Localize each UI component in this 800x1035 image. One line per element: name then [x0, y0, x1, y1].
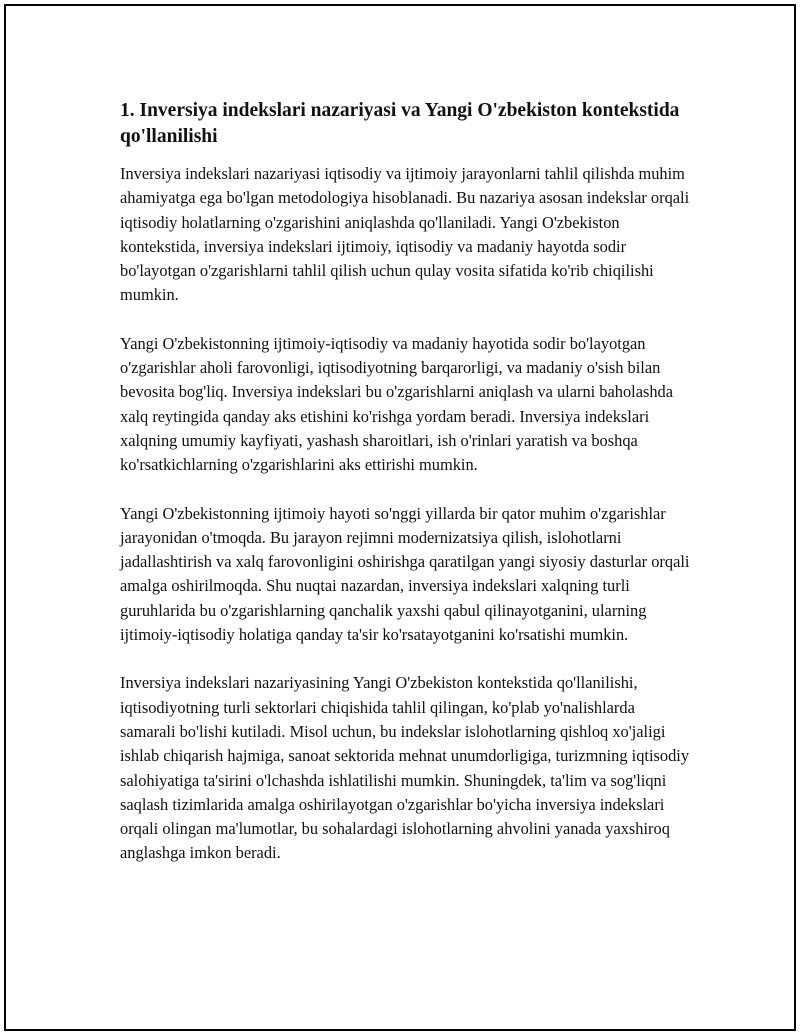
paragraph-2: Yangi O'zbekistonning ijtimoiy-iqtisodiy va madaniy hayotida sodir bo'layotgan o'zgarishlar aholi farovonligi, iqtisodiyotning barqarorligi, va madaniy o'sish bilan bevosita bog'liq. Inversiya indekslari bu o'zgarishlarni aniqlash va ularni baholashda xalq reytingida qanday aks etishini ko'rishga yordam beradi. Inversiya indekslari xalqning umumiy kayfiyati, yashash sharoitlari, ish o'rinlari yaratish va boshqa ko'rsatkichlarning o'zgarishlarini aks ettirishi mumkin. [120, 333, 674, 475]
paragraph-1: Inversiya indekslari nazariyasi iqtisodiy va ijtimoiy jarayonlarni tahlil qilishda muhim ahamiyatga ega bo'lgan metodologiya hisoblanadi. Bu nazariya asosan indekslar orqali iqtisodiy holatlarning o'zgarishini aniqlashda qo'llaniladi. Yangi O'zbekiston kontekstida, inversiya indekslari ijtimoiy, iqtisodiy va madaniy hayotda sodir bo'layotgan o'zgarishlarni tahlil qilish uchun qulay vosita sifatida ko'rib chiqilishi mumkin. [120, 164, 690, 305]
paragraph-3: Yangi O'zbekistonning ijtimoiy hayoti so'nggi yillarda bir qator muhim o'zgarishlar jarayonidan o'tmoqda. Bu jarayon rejimni modernizatsiya qilish, islohotlarni jadallashtirish va xalq farovonligini oshirishga qaratilgan yangi siyosiy dasturlar orqali amalga oshirilmoqda. Shu nuqtai nazardan, inversiya indekslari xalqning turli guruhlarida bu o'zgarishlarning qanchalik yaxshi qabul qilinayotganini, ularning ijtimoiy-iqtisodiy holatiga qanday ta'sir ko'rsatayotganini ko'rsatishi mumkin. [120, 503, 690, 645]
document-body [120, 98, 694, 890]
paragraph-4: Inversiya indekslari nazariyasining Yangi O'zbekiston kontekstida qo'llanilishi, iqtisodiyotning turli sektorlari chiqishida tahlil qilingan, ko'plab yo'nalishlarda samarali bo'lishi kutiladi. Misol uchun, bu indekslar islohotlarning qishloq xo'jaligi ishlab chiqarish hajmiga, sanoat sektorida mehnat unumdorligiga, turizmning iqtisodiy salohiyatiga ta'sirini o'lchashda ishlatilishi mumkin. Shuningdek, ta'lim va sog'liqni saqlash tizimlarida amalga oshirilayotgan o'zgarishlar bo'yicha inversiya indekslari orqali olingan ma'lumotlar, bu sohalardagi islohotlarning ahvolini yanada yaxshiroq anglashga imkon beradi. [120, 673, 690, 863]
section-heading: 1. Inversiya indekslari nazariyasi va Yangi O'zbekiston kontekstida qo'llanilishi [120, 100, 680, 147]
page-frame [4, 4, 796, 1031]
